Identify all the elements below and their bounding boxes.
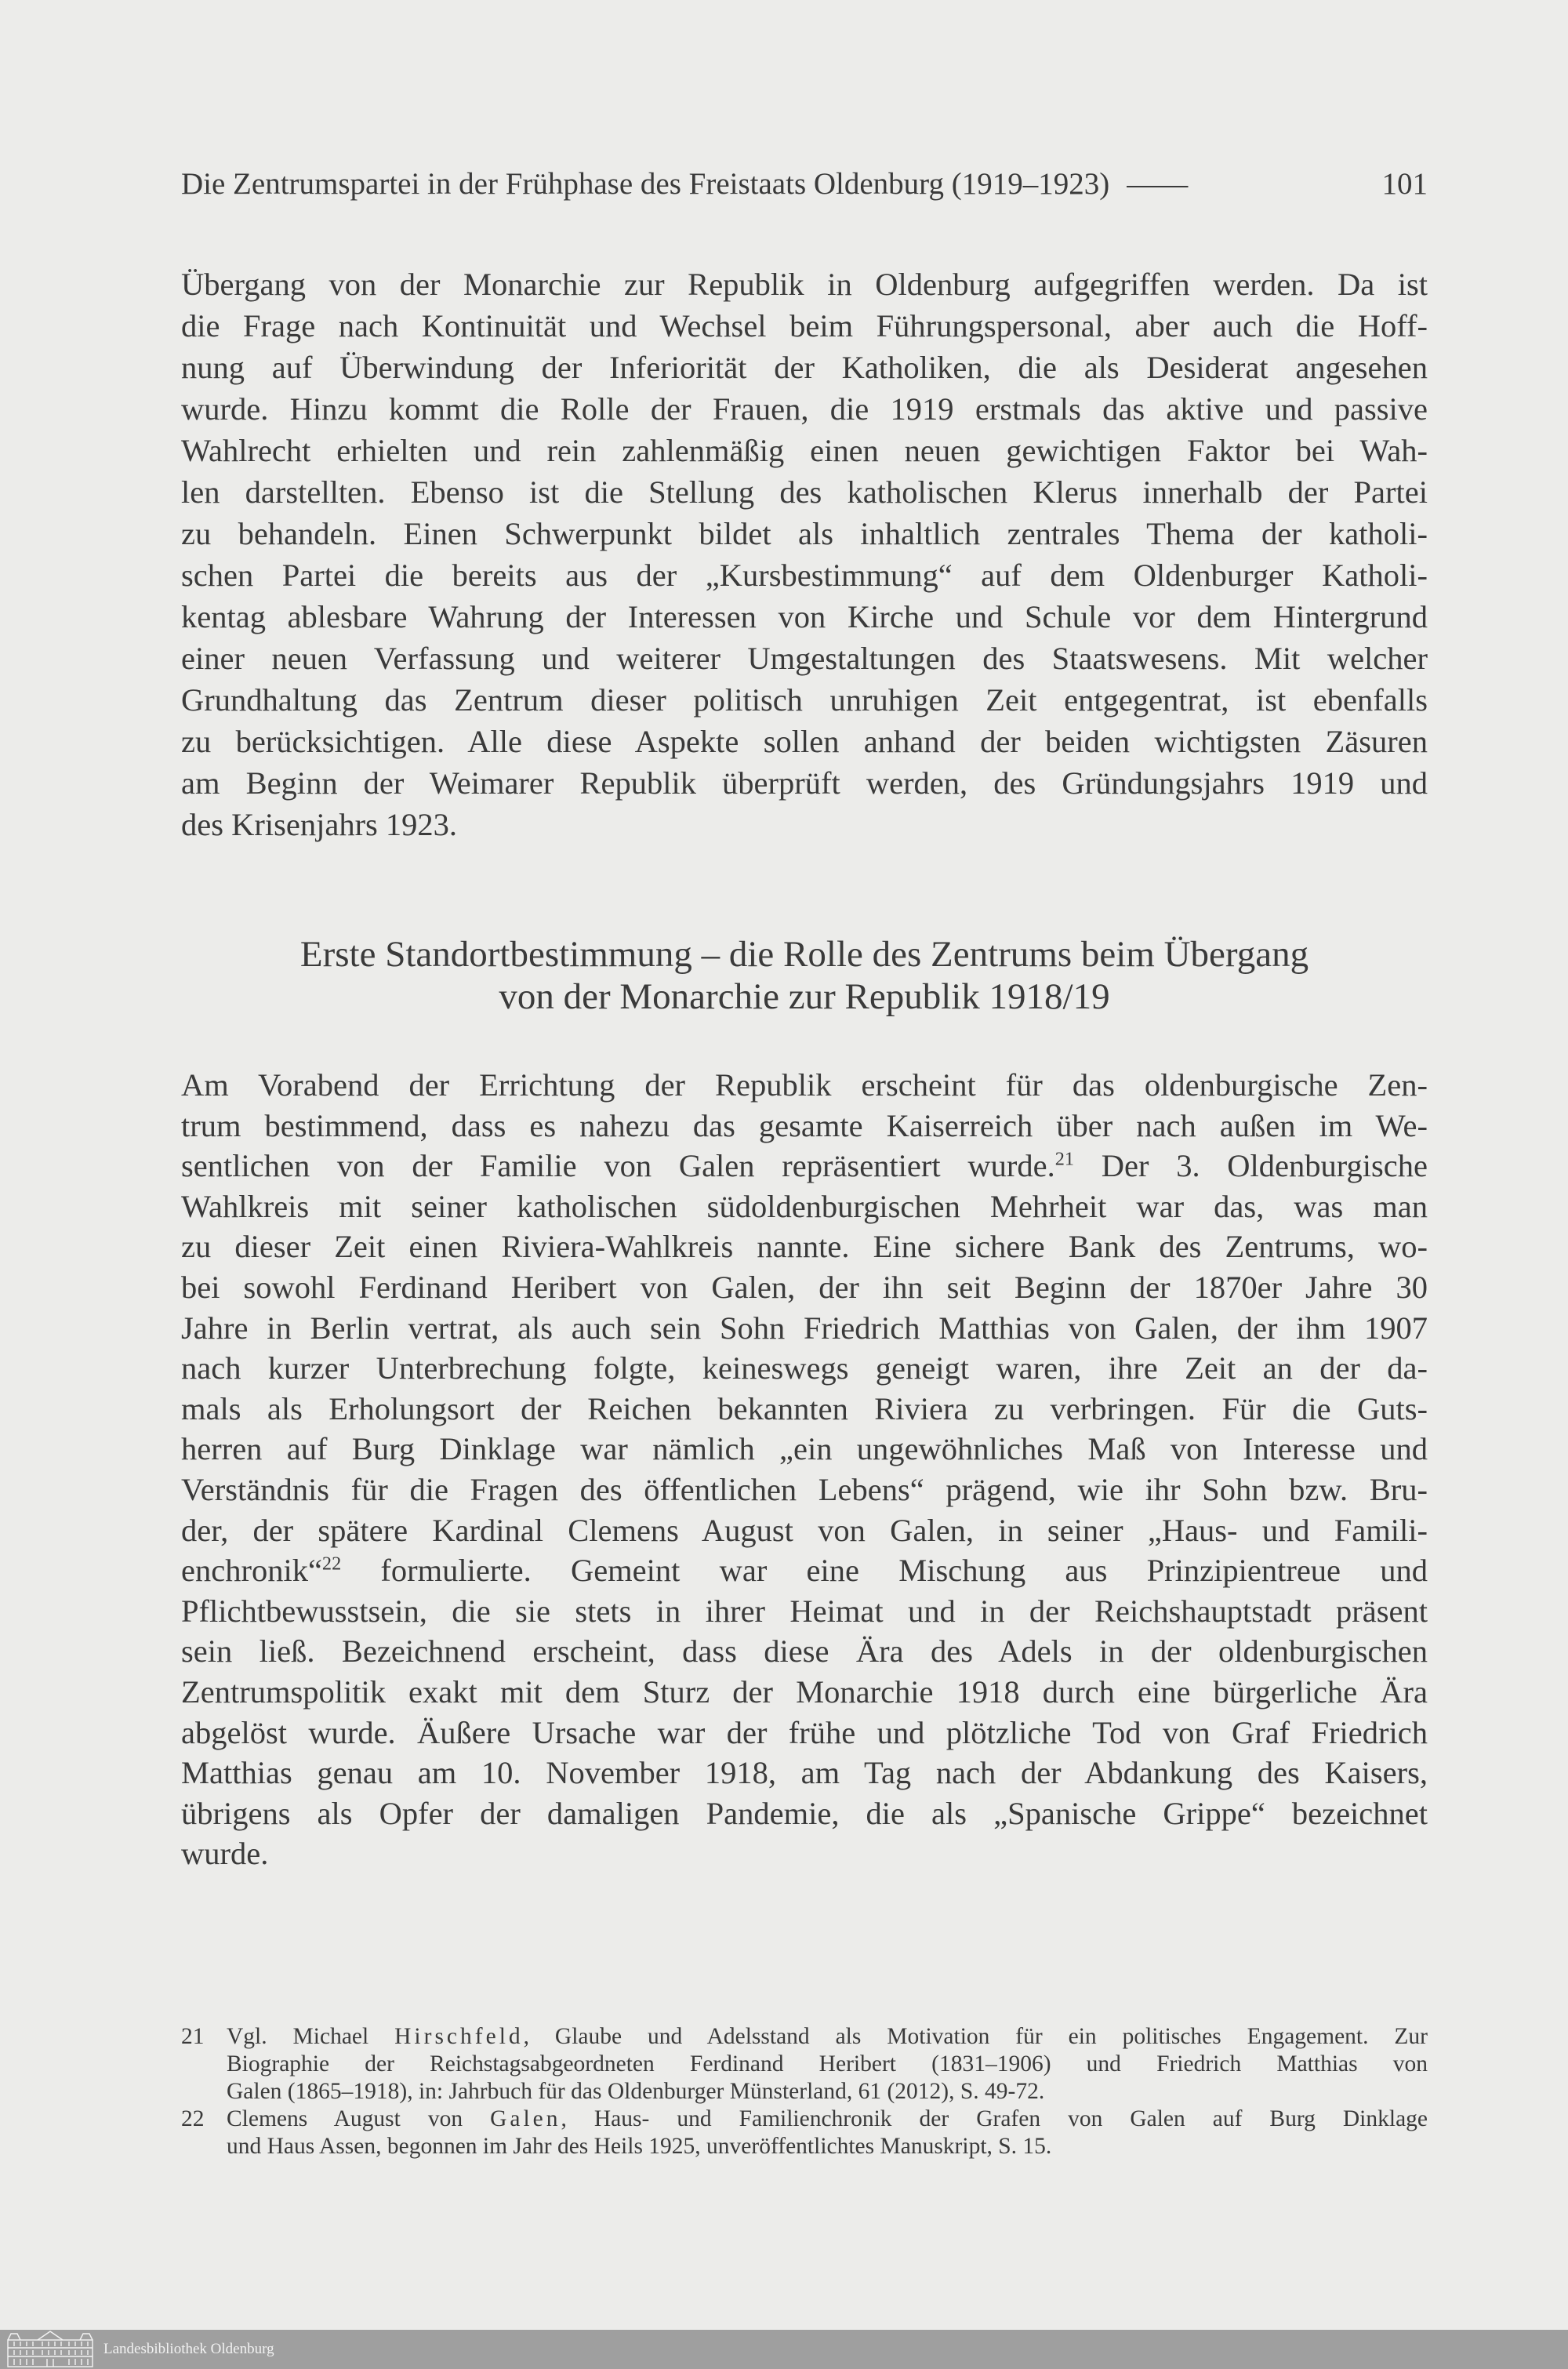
running-head-dash: —— xyxy=(1127,167,1189,201)
text-segment: formulierte. Gemeint war eine Mischung aus Prinzipientreue und xyxy=(341,1553,1428,1589)
footnotes xyxy=(181,2023,1428,2160)
text-line: bei sowohl Ferdinand Heribert von Galen, der ihn seit Beginn der 1870er Jahre 30 xyxy=(181,1269,1428,1305)
section-heading-line: Erste Standortbestimmung – die Rolle des Zentrums beim Übergang xyxy=(299,934,1309,975)
text-line: sein ließ. Bezeichnend erscheint, dass diese Ära des Adels in der oldenburgischen xyxy=(181,1633,1428,1670)
running-head-title: Die Zentrumspartei in der Frühphase des Freistaats Oldenburg (1919–1923) xyxy=(181,167,1110,201)
text-segment: , Haus- und Familienchronik der Grafen von Galen auf Burg Dinklage xyxy=(561,2106,1428,2131)
text-line: zu dieser Zeit einen Riviera-Wahlkreis nannte. Eine sichere Bank des Zentrums, wo- xyxy=(181,1229,1428,1265)
paragraph-section xyxy=(181,1065,1428,1874)
text-line: zu behandeln. Einen Schwerpunkt bildet als inhaltlich zentrales Thema der katholi- xyxy=(181,516,1428,551)
library-building-icon xyxy=(6,2331,94,2368)
text-segment: Der 3. Oldenburgische xyxy=(1074,1148,1428,1184)
text-line: len darstellten. Ebenso ist die Stellung des katholischen Klerus innerhalb der Partei xyxy=(181,474,1428,510)
footnote-number: 22 xyxy=(181,2106,205,2131)
text-line: wurde. xyxy=(181,1836,269,1872)
text-line: herren auf Burg Dinklage war nämlich „ein ungewöhnliches Maß von Interesse und xyxy=(181,1431,1428,1467)
text-line: Übergang von der Monarchie zur Republik in Oldenburg aufgegriffen werden. Da ist xyxy=(181,267,1428,302)
text-segment: Clemens August von xyxy=(227,2106,491,2131)
text-line: Wahlrecht erhielten und rein zahlenmäßig einen neuen gewichtigen Faktor bei Wah- xyxy=(181,433,1428,468)
text-line: nach kurzer Unterbrechung folgte, keineswegs geneigt waren, ihre Zeit an der da- xyxy=(181,1350,1428,1386)
text-line: nung auf Überwindung der Inferiorität der Katholiken, die als Desiderat angesehen xyxy=(181,350,1428,385)
paragraph-intro xyxy=(181,263,1428,845)
text-line: Matthias genau am 10. November 1918, am Tag nach der Abdankung des Kaisers, xyxy=(181,1755,1428,1791)
text-line: Zentrumspolitik exakt mit dem Sturz der Monarchie 1918 durch eine bürgerliche Ära xyxy=(181,1673,1428,1710)
text-line: Grundhaltung das Zentrum dieser politisch unruhigen Zeit entgegentrat, ist ebenfalls xyxy=(181,682,1428,718)
text-line: Jahre in Berlin vertrat, als auch sein Sohn Friedrich Matthias von Galen, der ihm 1907 xyxy=(181,1310,1428,1346)
text-segment: enchronik“ xyxy=(181,1553,322,1589)
text-line: des Krisenjahrs 1923. xyxy=(181,807,458,842)
text-line: Verständnis für die Fragen des öffentlichen Lebens“ prägend, wie ihr Sohn bzw. Bru- xyxy=(181,1471,1428,1507)
text-line: Am Vorabend der Errichtung der Republik erscheint für das oldenburgische Zen- xyxy=(181,1067,1428,1103)
text-line: Galen (1865–1918), in: Jahrbuch für das Oldenburger Münsterland, 61 (2012), S. 49-72. xyxy=(227,2079,1045,2104)
text-segment: sentlichen von der Familie von Galen repräsentiert wurde. xyxy=(181,1148,1055,1184)
text-line: trum bestimmend, dass es nahezu das gesamte Kaiserreich über nach außen im We- xyxy=(181,1107,1428,1143)
text-segment: Vgl. Michael xyxy=(227,2024,395,2049)
text-line: schen Partei die bereits aus der „Kursbestimmung“ auf dem Oldenburger Katholi- xyxy=(181,558,1428,593)
footnote-reference[interactable]: 22 xyxy=(321,1553,342,1575)
running-head xyxy=(181,165,1428,204)
footnote xyxy=(181,2106,1428,2160)
text-line xyxy=(227,2023,1428,2051)
text-line: Pflichtbewusstsein, die sie stets in ihrer Heimat und in der Reichshauptstadt präsent xyxy=(181,1593,1428,1629)
text-line: einer neuen Verfassung und weiterer Umgestaltungen des Staatswesens. Mit welcher xyxy=(181,641,1428,676)
text-line: der, der spätere Kardinal Clemens August von Galen, in seiner „Haus- und Famili- xyxy=(181,1512,1428,1548)
text-line: die Frage nach Kontinuität und Wechsel beim Führungspersonal, aber auch die Hoff- xyxy=(181,308,1428,343)
author-name: Galen xyxy=(490,2106,561,2131)
footer-bar xyxy=(0,2330,1568,2369)
footnote-number: 21 xyxy=(181,2024,205,2049)
text-line: wurde. Hinzu kommt die Rolle der Frauen, die 1919 erstmals das aktive und passive xyxy=(181,391,1428,427)
text-line: übrigens als Opfer der damaligen Pandemie, die als „Spanische Grippe“ bezeichnet xyxy=(181,1795,1428,1831)
text-line: und Haus Assen, begonnen im Jahr des Heils 1925, unveröffentlichtes Manuskript, S. 15. xyxy=(227,2134,1052,2159)
text-line: mals als Erholungsort der Reichen bekannten Riviera zu verbringen. Für die Guts- xyxy=(181,1390,1428,1426)
text-line xyxy=(227,2106,1428,2133)
text-line: zu berücksichtigen. Alle diese Aspekte sollen anhand der beiden wichtigsten Zäsuren xyxy=(181,724,1428,759)
text-line: am Beginn der Weimarer Republik überprüft werden, des Gründungsjahrs 1919 und xyxy=(181,765,1428,801)
text-segment: , Glaube und Adelsstand als Motivation für ein politisches Engagement. Zur xyxy=(523,2024,1428,2049)
text-line: Biographie der Reichstagsabgeordneten Ferdinand Heribert (1831–1906) und Friedrich Matthias von xyxy=(227,2051,1428,2077)
section-heading-line: von der Monarchie zur Republik 1918/19 xyxy=(499,976,1110,1017)
text-line: Wahlkreis mit seiner katholischen südoldenburgischen Mehrheit war das, was man xyxy=(181,1188,1428,1224)
text-line xyxy=(181,1550,1428,1591)
text-line: abgelöst wurde. Äußere Ursache war der frühe und plötzliche Tod von Graf Friedrich xyxy=(181,1714,1428,1750)
author-name: Hirschfeld xyxy=(394,2024,524,2049)
text-line xyxy=(181,1146,1428,1186)
text-line: kentag ablesbare Wahrung der Interessen von Kirche und Schule vor dem Hintergrund xyxy=(181,599,1428,634)
footnote xyxy=(181,2023,1428,2106)
page-number: 101 xyxy=(1381,167,1428,201)
footnote-reference[interactable]: 21 xyxy=(1054,1148,1075,1170)
section-heading xyxy=(181,933,1428,1018)
library-name: Landesbibliothek Oldenburg xyxy=(103,2341,274,2357)
